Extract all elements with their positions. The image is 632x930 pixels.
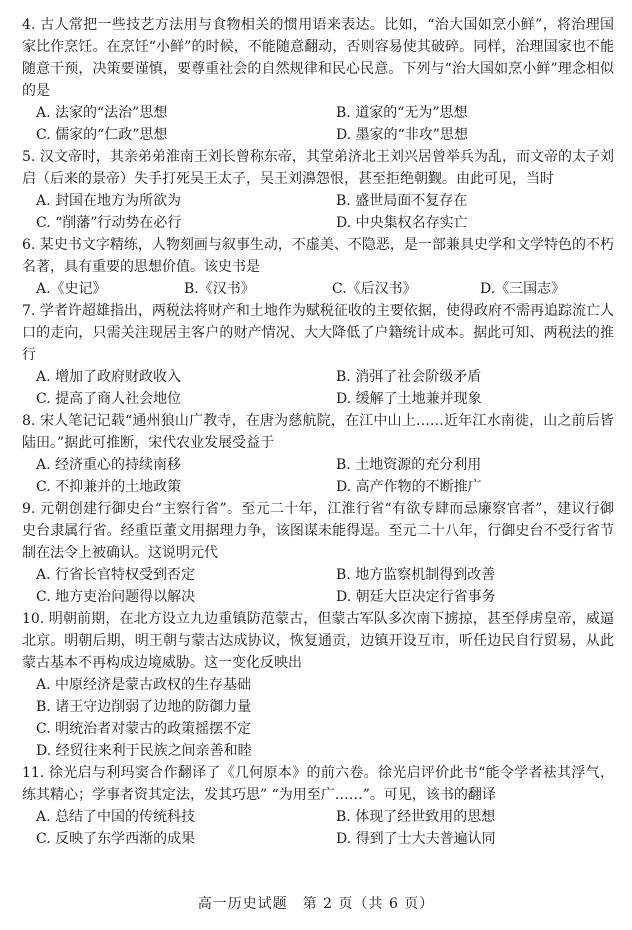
option-b: B.《汉书》 (184, 281, 255, 297)
options (22, 102, 614, 146)
page-footer: 高一历史试题 第 2 页（共 6 页） (197, 896, 435, 912)
option-a: A. 总结了中国的传统科技 (36, 809, 196, 825)
option-b: B. 土地资源的充分利用 (336, 457, 482, 473)
option-c: C. 提高了商人社会地位 (36, 391, 182, 407)
option-d: D. 缓解了土地兼并现象 (336, 391, 482, 407)
question-6 (22, 234, 614, 300)
question-list (22, 14, 614, 850)
options (22, 278, 614, 300)
option-d: D. 中央集权名存实亡 (336, 215, 468, 231)
option-d: D. 墨家的“非攻”思想 (336, 127, 468, 143)
question-stem: 8. 宋人笔记记载“通州狼山广教寺，在唐为慈航院，在江中山上……近年江水南徙，山之前后皆陆田。”据此可推断，宋代农业发展受益于 (22, 413, 614, 451)
question-11 (22, 762, 614, 850)
option-a: A. 行省长官特权受到否定 (36, 567, 196, 583)
option-b: B. 体现了经世致用的思想 (336, 809, 496, 825)
option-c: C. 儒家的“仁政”思想 (36, 127, 168, 143)
question-stem: 11. 徐光启与利玛窦合作翻译了《几何原本》的前六卷。徐光启评价此书“能令学者袪其浮气，练其精心；学事者资其定法，发其巧思” “为用至广……”。可见，该书的翻译 (22, 765, 614, 803)
option-d: D.《三国志》 (480, 281, 566, 297)
option-c: C. 地方吏治问题得以解决 (36, 589, 196, 605)
options (22, 674, 614, 762)
options (22, 564, 614, 608)
question-stem: 9. 元朝创建行御史台“主察行省”。至元二十年，江淮行省“有欲专肆而忌廉察官者”，建议行御史台隶属行省。经重臣董文用据理力争，该图谋未能得逞。至元二十八年，行御史台不受行省节制在法令上被确认。这说明元代 (22, 501, 614, 561)
question-5 (22, 146, 614, 234)
question-stem: 5. 汉文帝时，其亲弟弟淮南王刘长曾称东帝，其堂弟济北王刘兴居曾举兵为乱，而文帝的太子刘启（后来的景帝）失手打死吴王太子，吴王刘濞怨恨，甚至拒绝朝觐。由此可见，当时 (22, 149, 614, 187)
question-4 (22, 14, 614, 146)
option-b: B. 消弭了社会阶级矛盾 (336, 369, 482, 385)
option-d: D. 经贸往来利于民族之间亲善和睦 (36, 743, 252, 759)
option-c: C. 反映了东学西渐的成果 (36, 831, 196, 847)
option-b: B. 诸王守边削弱了边地的防御力量 (36, 699, 252, 715)
question-8 (22, 410, 614, 498)
question-stem: 7. 学者许超雄指出，两税法将财产和土地作为赋税征收的主要依据，使得政府不需再追踪流亡人口的走向，只需关注现居主客户的财产情况、大大降低了户籍统计成本。据此可知、两税法的推行 (22, 303, 614, 363)
option-b: B. 地方监察机制得到改善 (336, 567, 496, 583)
question-stem: 6. 某史书文字精练，人物刻画与叙事生动，不虚美、不隐恶，是一部兼具史学和文学特色的不朽名著，具有重要的思想价值。该史书是 (22, 237, 614, 275)
option-a: A. 经济重心的持续南移 (36, 457, 182, 473)
question-9 (22, 498, 614, 608)
option-c: C. 不抑兼并的土地政策 (36, 479, 182, 495)
question-7 (22, 300, 614, 410)
options (22, 806, 614, 850)
option-b: B. 道家的“无为”思想 (336, 105, 468, 121)
option-a: A. 中原经济是蒙古政权的生存基础 (36, 677, 252, 693)
option-a: A.《史记》 (36, 281, 107, 297)
options (22, 454, 614, 498)
option-d: D. 朝廷大臣决定行省事务 (336, 589, 496, 605)
option-d: D. 得到了士大夫普遍认同 (336, 831, 496, 847)
question-stem: 4. 古人常把一些技艺方法用与食物相关的惯用语来表达。比如，“治大国如烹小鲜”，将治理国家比作烹饪。在烹饪“小鲜”的时候，不能随意翻动，否则容易使其破碎。同样，治理国家也不能随意干预，决策要谨慎，要尊重社会的自然规律和民心民意。下列与“治大国如烹小鲜”理念相似的是 (22, 17, 614, 99)
option-d: D. 高产作物的不断推广 (336, 479, 482, 495)
option-a: A. 法家的“法治”思想 (36, 105, 168, 121)
option-a: A. 增加了政府财政收入 (36, 369, 182, 385)
options (22, 190, 614, 234)
option-a: A. 封国在地方为所欲为 (36, 193, 182, 209)
option-c: C. 明统治者对蒙古的政策摇摆不定 (36, 721, 252, 737)
option-c: C.《后汉书》 (332, 281, 417, 297)
option-b: B. 盛世局面不复存在 (336, 193, 468, 209)
option-c: C. “削藩”行动势在必行 (36, 215, 182, 231)
options (22, 366, 614, 410)
question-stem: 10. 明朝前期，在北方设立九边重镇防范蒙古，但蒙古军队多次南下掳掠，甚至俘虏皇帝，威逼北京。明朝后期，明王朝与蒙古达成协议，恢复通贡，边镇开设互市，听任边民自行贸易，从此蒙古基本不再构成边境威胁。这一变化反映出 (22, 611, 614, 671)
question-10 (22, 608, 614, 762)
